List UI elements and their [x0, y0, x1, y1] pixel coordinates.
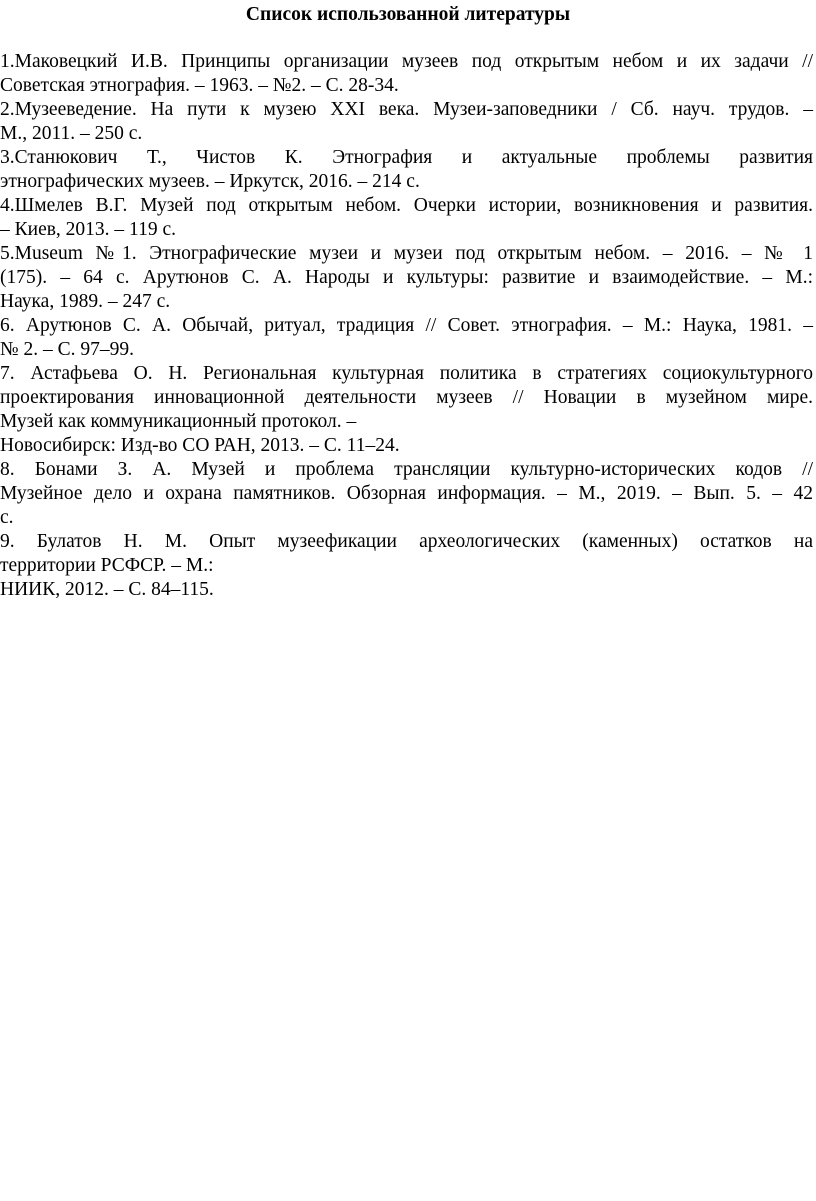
- reference-line: М., 2011. – 250 с.: [0, 123, 143, 144]
- reference-line: проектирования инновационной деятельности музеев // Новации в музейном мире.: [0, 387, 813, 408]
- reference-line: этнографических музеев. – Иркутск, 2016. – 214 с.: [0, 171, 420, 192]
- reference-line: 8. Бонами З. А. Музей и проблема трансляции культурно-исторических кодов //: [0, 459, 813, 480]
- reference-line: НИИК, 2012. – С. 84–115.: [0, 579, 214, 600]
- reference-line: 2.Музееведение. На пути к музею XXI века. Музеи-заповедники / Сб. науч. трудов. –: [0, 99, 813, 120]
- reference-line: 3.Станюкович Т., Чистов К. Этнография и актуальные проблемы развития: [0, 147, 813, 168]
- reference-line: Новосибирск: Изд-во СО РАН, 2013. – С. 11–24.: [0, 435, 400, 456]
- reference-list: [0, 50, 813, 602]
- reference-line: – Киев, 2013. – 119 с.: [0, 219, 176, 240]
- reference-item: [0, 194, 813, 242]
- reference-line: с.: [0, 507, 14, 528]
- reference-line: Музейное дело и охрана памятников. Обзорная информация. – М., 2019. – Вып. 5. – 42: [0, 483, 813, 504]
- reference-item: [0, 530, 813, 602]
- reference-item: [0, 98, 813, 146]
- reference-line: Наука, 1989. – 247 с.: [0, 291, 171, 312]
- reference-item: [0, 458, 813, 530]
- reference-line: 9. Булатов Н. М. Опыт музеефикации археологических (каменных) остатков на: [0, 531, 813, 552]
- reference-line: 6. Арутюнов С. А. Обычай, ритуал, традиция // Совет. этнография. – М.: Наука, 1981. –: [0, 315, 813, 336]
- reference-item: [0, 50, 813, 98]
- reference-line: территории РСФСР. – М.:: [0, 555, 214, 576]
- reference-line: 1.Маковецкий И.В. Принципы организации музеев под открытым небом и их задачи //: [0, 51, 813, 72]
- reference-item: [0, 314, 813, 362]
- reference-line: 5.Museum №1. Этнографические музеи и музеи под открытым небом. – 2016. – № 1: [0, 243, 813, 264]
- reference-line: 7. Астафьева О. Н. Региональная культурная политика в стратегиях социокультурного: [0, 363, 813, 384]
- reference-line: № 2. – С. 97–99.: [0, 339, 134, 360]
- reference-line: Советская этнография. – 1963. – №2. – С. 28-34.: [0, 75, 399, 96]
- reference-line: (175). – 64 с. Арутюнов С. А. Народы и культуры: развитие и взаимодействие. – М.:: [0, 267, 813, 288]
- reference-item: [0, 362, 813, 458]
- reference-item: [0, 146, 813, 194]
- reference-line: 4.Шмелев В.Г. Музей под открытым небом. Очерки истории, возникновения и развития.: [0, 195, 813, 216]
- page-title: Список использованной литературы: [245, 4, 571, 25]
- reference-item: [0, 242, 813, 314]
- reference-line: Музей как коммуникационный протокол. –: [0, 411, 357, 432]
